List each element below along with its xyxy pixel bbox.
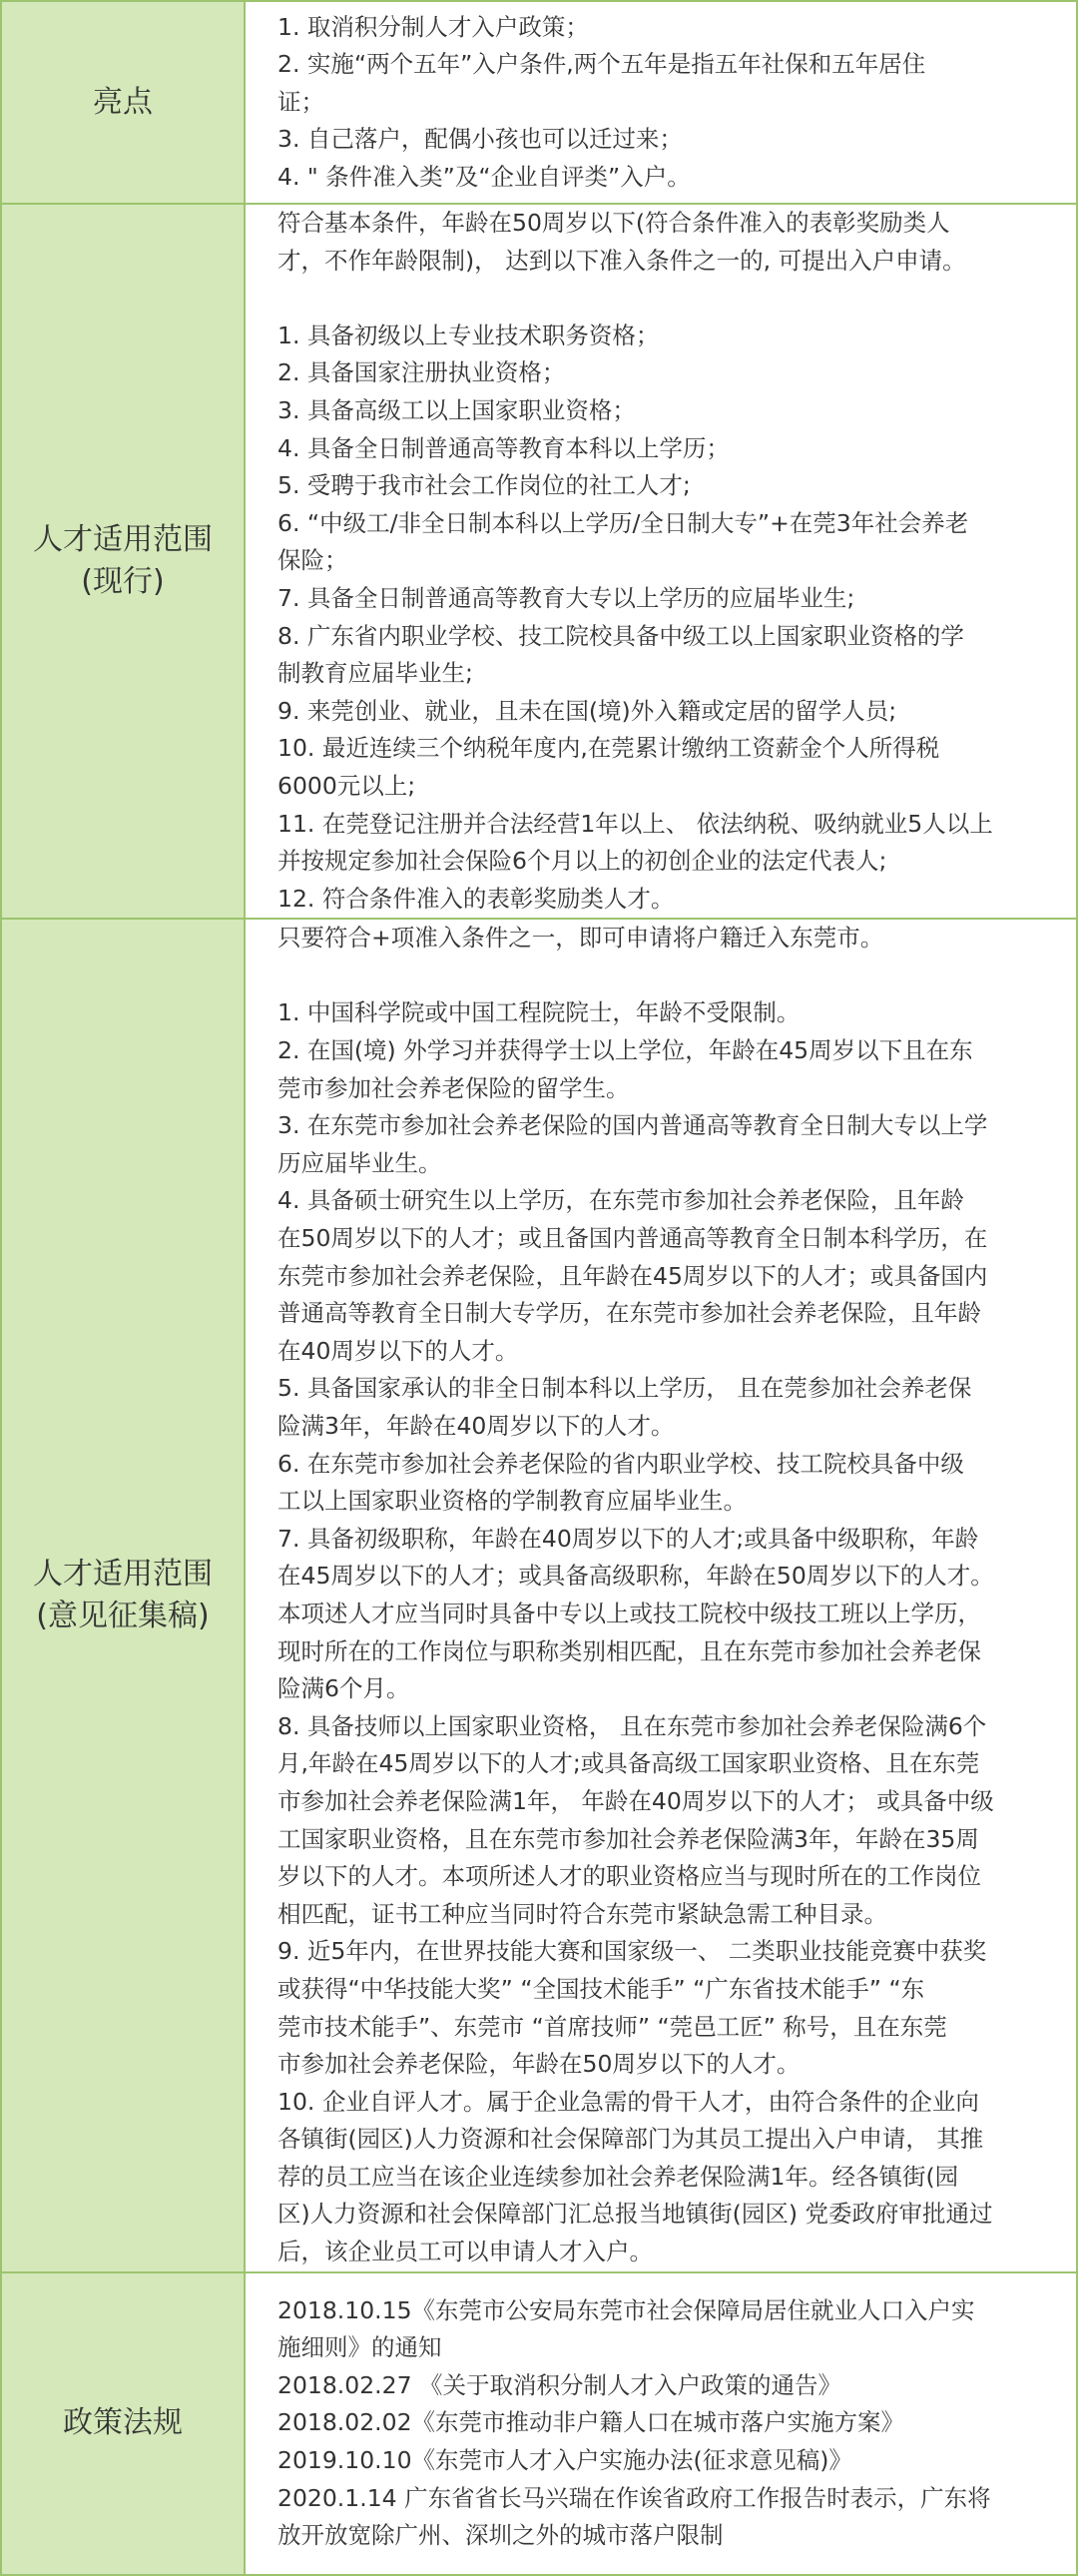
content-line: 在50周岁以下的人才；或且备国内普通高等教育全日制本科学历，在 — [277, 1224, 988, 1253]
content-line: 险满6个月。 — [277, 1674, 410, 1703]
content-line: 市参加社会养老保险，年龄在50周岁以下的人才。 — [277, 2050, 801, 2079]
content-line: 2019.10.10《东莞市人才入户实施办法(征求意见稿)》 — [277, 2445, 852, 2474]
row-highlights — [1, 1, 1077, 204]
content-line: 施细则》的通知 — [277, 2333, 442, 2362]
content-line: 或获得“中华技能大奖” “全国技术能手” “广东省技术能手” “东 — [277, 1974, 925, 2003]
content-line: 工国家职业资格，且在东莞市参加社会养老保险满3年，年龄在35周 — [277, 1824, 979, 1853]
row-regulations — [1, 2272, 1077, 2575]
content-line: 4. " 条件准入类”及“企业自评类”入户。 — [277, 162, 691, 191]
content-line: 历应届毕业生。 — [277, 1148, 442, 1177]
content-line: 8. 具备技师以上国家职业资格， 且在东莞市参加社会养老保险满6个 — [277, 1711, 987, 1740]
content-line: 7. 具备全日制普通高等教育大专以上学历的应届毕业生; — [277, 583, 855, 612]
content-line: 莞市技术能手”、东莞市 “首席技师” “莞邑工匠” 称号，且在东莞 — [277, 2012, 947, 2041]
content-line: 2018.02.27 《关于取消积分制人才入户政策的通告》 — [277, 2370, 842, 2399]
row-label-line: 人才适用范围 — [33, 1556, 213, 1592]
content-line: 相匹配，证书工种应当同时符合东莞市紧缺急需工种目录。 — [277, 1899, 887, 1928]
content-line: 3. 自己落户，配偶小孩也可以迁过来； — [277, 125, 683, 154]
content-line: 7. 具备初级职称，年龄在40周岁以下的人才;或具备中级职称，年龄 — [277, 1524, 979, 1553]
content-line: 6. 在东莞市参加社会养老保险的省内职业学校、技工院校具备中级 — [277, 1449, 964, 1478]
content-line: 2020.1.14 广东省省长马兴瑞在作诶省政府工作报告时表示，广东将 — [277, 2483, 991, 2512]
row-content — [245, 919, 1077, 2271]
content-line: 6000元以上; — [277, 771, 416, 800]
content-line: 区)人力资源和社会保障部门汇总报当地镇街(园区) 党委政府审批通过 — [277, 2200, 993, 2229]
content-line: 才，不作年龄限制)， 达到以下准入条件之一的, 可提出入户申请。 — [277, 246, 966, 275]
content-line: 1. 中国科学院或中国工程院院士，年龄不受限制。 — [277, 998, 801, 1027]
row-label-line: 人才适用范围 — [33, 522, 213, 558]
content-line: 市参加社会养老保险满1年， 年龄在40周岁以下的人才； 或具备中级 — [277, 1786, 994, 1815]
content-line: 10. 企业自评人才。属于企业急需的骨干人才，由符合条件的企业向 — [277, 2087, 979, 2116]
content-line: 8. 广东省内职业学校、技工院校具备中级工以上国家职业资格的学 — [277, 621, 964, 650]
content-line: 9. 来莞创业、就业，且未在国(境)外入籍或定居的留学人员; — [277, 696, 897, 725]
content-line: 在45周岁以下的人才；或具备高级职称，年龄在50周岁以下的人才。 — [277, 1562, 994, 1591]
content-line: 10. 最近连续三个纳税年度内,在莞累计缴纳工资薪金个人所得税 — [277, 734, 940, 763]
row-content — [245, 1, 1077, 204]
row-draft-scope — [1, 919, 1077, 2271]
content-line: 只要符合+项准入条件之一，即可申请将户籍迁入东莞市。 — [277, 924, 884, 953]
row-current-scope — [1, 204, 1077, 919]
paragraph-gap — [277, 280, 1050, 318]
content-line: 3. 具备高级工以上国家职业资格； — [277, 395, 636, 424]
row-label-line: 政策法规 — [63, 2405, 183, 2441]
content-line: 险满3年，年龄在40周岁以下的人才。 — [277, 1412, 675, 1440]
content-line: 2. 具备国家注册执业资格； — [277, 358, 566, 387]
content-line: 现时所在的工作岗位与职称类别相匹配，且在东莞市参加社会养老保 — [277, 1636, 981, 1665]
content-line: 荐的员工应当在该企业连续参加社会养老保险满1年。经各镇街(园 — [277, 2162, 959, 2191]
row-label — [1, 2272, 245, 2575]
row-label-line: (现行) — [81, 564, 165, 600]
row-label — [1, 919, 245, 2271]
content-line: 制教育应届毕业生; — [277, 659, 473, 688]
content-line: 工以上国家职业资格的学制教育应届毕业生。 — [277, 1487, 747, 1516]
content-line: 5. 具备国家承认的非全日制本科以上学历， 且在莞参加社会养老保 — [277, 1374, 972, 1403]
content-line: 11. 在莞登记注册并合法经营1年以上、 依法纳税、吸纳就业5人以上 — [277, 809, 993, 838]
content-line: 岁以下的人才。本项所述人才的职业资格应当与现时所在的工作岗位 — [277, 1862, 981, 1891]
content-line: 莞市参加社会养老保险的留学生。 — [277, 1073, 630, 1102]
content-line: 2018.10.15《东莞市公安局东莞市社会保障局居住就业人口入户实 — [277, 2295, 975, 2324]
content-line: 后，该企业员工可以申请人才入户。 — [277, 2238, 653, 2266]
row-label-line: 亮点 — [93, 84, 153, 120]
content-line: 在40周岁以下的人才。 — [277, 1336, 519, 1365]
content-line: 并按规定参加社会保险6个月以上的初创企业的法定代表人; — [277, 847, 887, 876]
content-line: 普通高等教育全日制大专学历，在东莞市参加社会养老保险，且年龄 — [277, 1299, 981, 1328]
content-line: 6. “中级工/非全日制本科以上学历/全日制大专”+在莞3年社会养老 — [277, 508, 969, 537]
row-label — [1, 204, 245, 919]
content-line: 3. 在东莞市参加社会养老保险的国内普通高等教育全日制大专以上学 — [277, 1111, 988, 1140]
content-line: 5. 受聘于我市社会工作岗位的社工人才; — [277, 471, 691, 500]
content-line: 1. 具备初级以上专业技术职务资格； — [277, 321, 660, 349]
content-line: 符合基本条件，年龄在50周岁以下(符合条件准入的表彰奖励类人 — [277, 209, 950, 237]
content-line: 放开放宽除广州、深圳之外的城市落户限制 — [277, 2521, 724, 2550]
content-line: 12. 符合条件准入的表彰奖励类人才。 — [277, 884, 675, 913]
content-line: 证； — [277, 87, 324, 116]
content-line: 9. 近5年内，在世界技能大赛和国家级一、 二类职业技能竞赛中获奖 — [277, 1937, 987, 1966]
content-line: 2. 在国(境) 外学习并获得学士以上学位，年龄在45周岁以下且在东 — [277, 1036, 973, 1065]
row-label — [1, 1, 245, 204]
row-content — [245, 204, 1077, 919]
content-line: 本项述人才应当同时具备中专以上或技工院校中级技工班以上学历， — [277, 1599, 981, 1627]
content-line: 4. 具备全日制普通高等教育本科以上学历； — [277, 433, 730, 462]
paragraph-gap — [277, 958, 1050, 995]
row-label-line: (意见征集稿) — [36, 1598, 210, 1633]
policy-table-body — [1, 1, 1077, 2575]
content-line: 月,年龄在45周岁以下的人才;或具备高级工国家职业资格、且在东莞 — [277, 1749, 980, 1778]
content-line: 2018.02.02《东莞市推动非户籍人口在城市落户实施方案》 — [277, 2408, 905, 2437]
content-line: 保险； — [277, 546, 348, 575]
content-line: 1. 取消积分制人才入户政策； — [277, 12, 589, 41]
content-line: 4. 具备硕士研究生以上学历，在东莞市参加社会养老保险，且年龄 — [277, 1186, 964, 1215]
content-line: 2. 实施“两个五年”入户条件,两个五年是指五年社保和五年居住 — [277, 50, 926, 79]
content-line: 各镇街(园区)人力资源和社会保障部门为其员工提出入户申请， 其推 — [277, 2125, 984, 2154]
row-content — [245, 2272, 1077, 2575]
content-line: 东莞市参加社会养老保险，且年龄在45周岁以下的人才；或具备国内 — [277, 1261, 988, 1290]
